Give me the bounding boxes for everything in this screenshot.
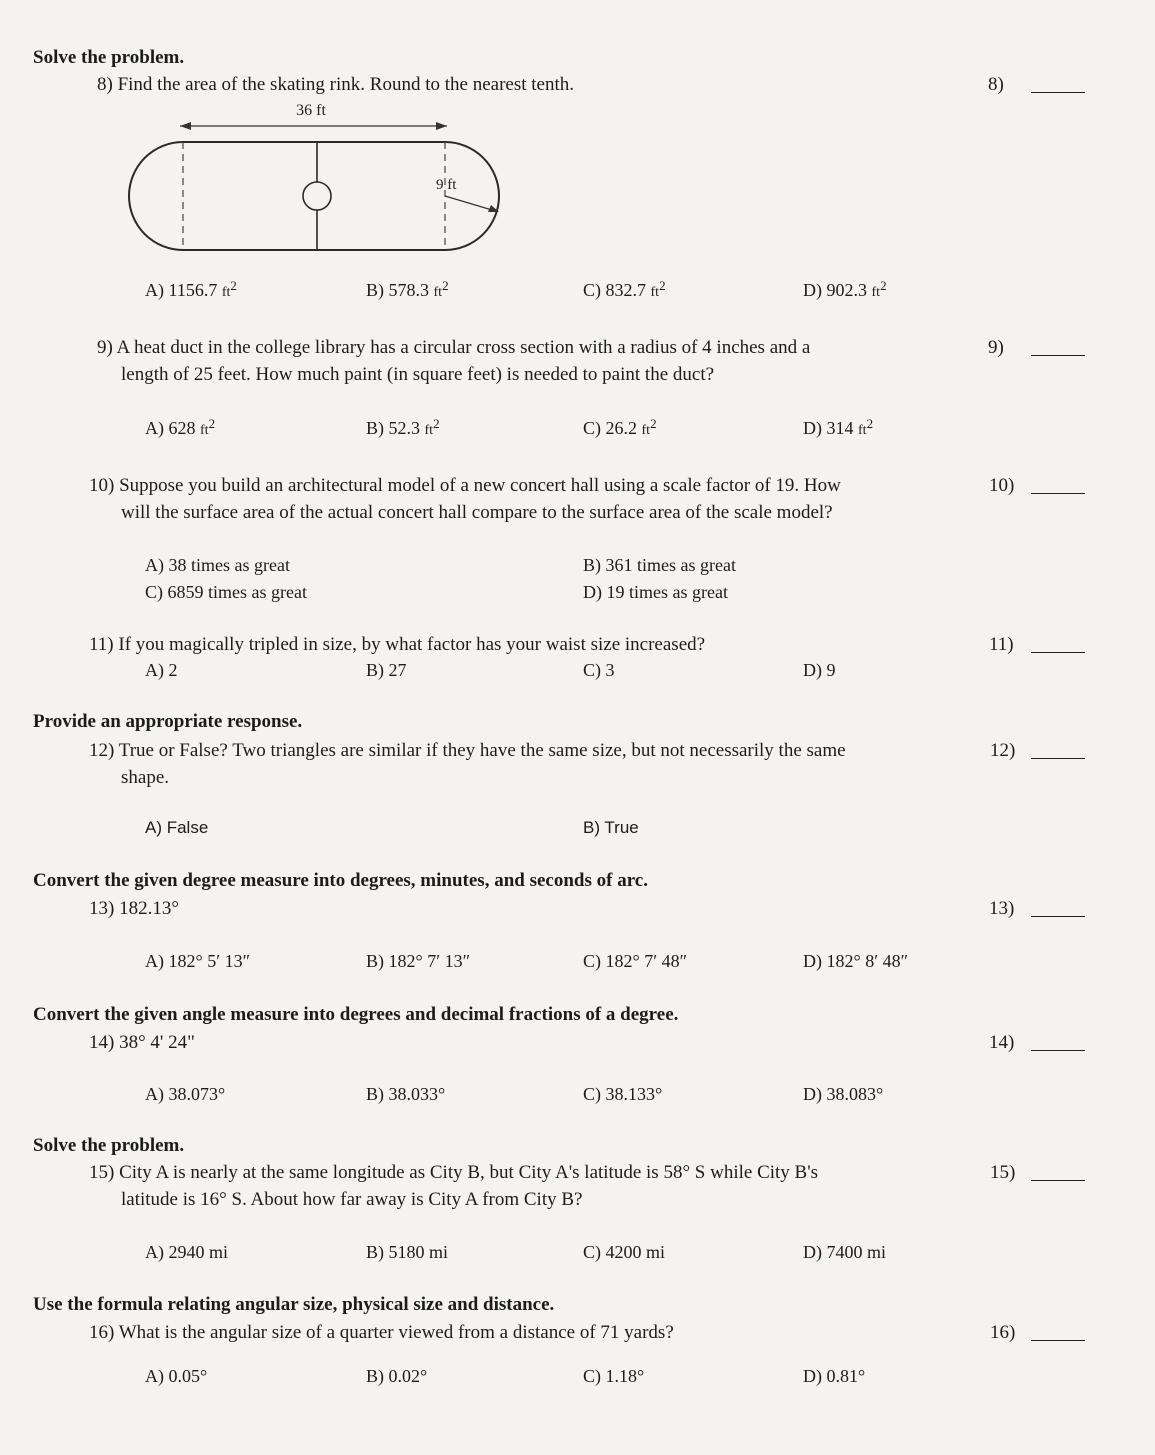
answer-blank-13[interactable] [1031, 916, 1085, 917]
question-text: True or False? Two triangles are similar if they have the same size, but not necessarily the same [118, 740, 846, 761]
question-text: City A is nearly at the same longitude as City B, but City A's latitude is 58° S while City B's [119, 1162, 819, 1183]
answer-label-14: 14) [989, 1032, 1015, 1053]
answer-label-12: 12) [990, 740, 1016, 761]
answer-blank-12[interactable] [1031, 758, 1085, 759]
question-text: Suppose you build an architectural model of a new concert hall using a scale factor of 19. How [119, 475, 841, 496]
choice-13c[interactable]: C) 182° 7′ 48″ [583, 951, 688, 971]
choice-11c[interactable]: C) 3 [583, 660, 615, 680]
question-number: 8) [97, 74, 113, 95]
choice-9c[interactable]: C) 26.2 $ft^2$ [583, 416, 657, 438]
question-text: A heat duct in the college library has a circular cross section with a radius of 4 inches and a [116, 337, 811, 358]
question-number: 13) [89, 898, 115, 919]
rink-radius-label: 9 ft [436, 177, 457, 193]
section-heading: Provide an appropriate response. [33, 711, 303, 732]
section-heading: Use the formula relating angular size, physical size and distance. [33, 1294, 555, 1315]
section-heading: Solve the problem. [33, 47, 185, 68]
question-16 [89, 1319, 674, 1346]
choice-11b[interactable]: B) 27 [366, 660, 407, 680]
question-number: 15) [89, 1162, 115, 1183]
answer-label-9: 9) [988, 337, 1004, 358]
choice-15c[interactable]: C) 4200 mi [583, 1242, 666, 1262]
answer-blank-11[interactable] [1031, 652, 1085, 653]
choice-13b[interactable]: B) 182° 7′ 13″ [366, 951, 471, 971]
question-number: 10) [89, 475, 115, 496]
question-text-line2: latitude is 16° S. About how far away is City A from City B? [121, 1189, 583, 1210]
answer-blank-14[interactable] [1031, 1050, 1085, 1051]
question-number: 14) [89, 1032, 115, 1053]
choice-15a[interactable]: A) 2940 mi [145, 1242, 228, 1262]
choice-8d[interactable]: D) 902.3 $ft^2$ [803, 278, 887, 300]
center-circle [303, 182, 331, 210]
choice-14d[interactable]: D) 38.083° [803, 1084, 884, 1104]
question-14 [89, 1029, 195, 1056]
rink-length-label: 36 ft [296, 102, 326, 119]
question-text-line2: will the surface area of the actual concert hall compare to the surface area of the scale model? [121, 502, 833, 523]
question-number: 12) [89, 740, 115, 761]
choice-12a[interactable]: A) False [145, 818, 209, 837]
choice-10c[interactable]: C) 6859 times as great [145, 582, 307, 602]
answer-label-11: 11) [989, 634, 1014, 655]
answer-label-10: 10) [989, 475, 1015, 496]
answer-blank-9[interactable] [1031, 355, 1085, 356]
right-arrowhead [436, 122, 447, 130]
left-arrowhead [180, 122, 191, 130]
question-text-line2: length of 25 feet. How much paint (in square feet) is needed to paint the duct? [121, 364, 715, 385]
choice-10b[interactable]: B) 361 times as great [583, 555, 736, 575]
answer-label-8: 8) [988, 74, 1004, 95]
choice-15d[interactable]: D) 7400 mi [803, 1242, 886, 1262]
question-number: 16) [89, 1322, 115, 1343]
answer-label-15: 15) [990, 1162, 1016, 1183]
section-heading: Convert the given degree measure into degrees, minutes, and seconds of arc. [33, 870, 648, 891]
choice-8a[interactable]: A) 1156.7 $ft^2$ [145, 278, 237, 300]
choice-16d[interactable]: D) 0.81° [803, 1366, 866, 1386]
question-text: 38° 4' 24" [119, 1032, 195, 1053]
choice-10a[interactable]: A) 38 times as great [145, 555, 290, 575]
answer-label-13: 13) [989, 898, 1015, 919]
question-text-line2: shape. [121, 767, 170, 788]
choice-11d[interactable]: D) 9 [803, 660, 836, 680]
skating-rink-figure [120, 96, 520, 256]
radius-line [445, 196, 492, 210]
choice-8b[interactable]: B) 578.3 $ft^2$ [366, 278, 449, 300]
question-text: Find the area of the skating rink. Round to the nearest tenth. [117, 74, 574, 95]
answer-label-16: 16) [990, 1322, 1016, 1343]
question-9 [97, 334, 810, 361]
answer-blank-16[interactable] [1031, 1340, 1085, 1341]
question-8 [97, 71, 574, 98]
question-text: 182.13° [119, 898, 179, 919]
choice-8c[interactable]: C) 832.7 $ft^2$ [583, 278, 666, 300]
choice-9a[interactable]: A) 628 $ft^2$ [145, 416, 216, 438]
answer-blank-8[interactable] [1031, 92, 1085, 93]
choice-16b[interactable]: B) 0.02° [366, 1366, 428, 1386]
section-heading: Convert the given angle measure into degrees and decimal fractions of a degree. [33, 1004, 679, 1025]
choice-9d[interactable]: D) 314 $ft^2$ [803, 416, 874, 438]
answer-blank-10[interactable] [1031, 493, 1085, 494]
section-heading: Solve the problem. [33, 1135, 185, 1156]
question-13 [89, 895, 179, 922]
choice-13a[interactable]: A) 182° 5′ 13″ [145, 951, 251, 971]
answer-blank-15[interactable] [1031, 1180, 1085, 1181]
choice-12b[interactable]: B) True [583, 818, 639, 837]
choice-11a[interactable]: A) 2 [145, 660, 178, 680]
question-text: If you magically tripled in size, by what factor has your waist size increased? [118, 634, 706, 655]
choice-10d[interactable]: D) 19 times as great [583, 582, 728, 602]
choice-14a[interactable]: A) 38.073° [145, 1084, 226, 1104]
choice-14b[interactable]: B) 38.033° [366, 1084, 446, 1104]
question-number: 11) [89, 634, 114, 655]
choice-13d[interactable]: D) 182° 8′ 48″ [803, 951, 909, 971]
question-text: What is the angular size of a quarter viewed from a distance of 71 yards? [118, 1322, 674, 1343]
choice-15b[interactable]: B) 5180 mi [366, 1242, 449, 1262]
rink-outline [129, 142, 499, 250]
question-number: 9) [97, 337, 113, 358]
question-11 [89, 631, 705, 658]
question-12 [89, 737, 846, 764]
question-10 [89, 472, 841, 499]
choice-16c[interactable]: C) 1.18° [583, 1366, 645, 1386]
choice-16a[interactable]: A) 0.05° [145, 1366, 208, 1386]
choice-9b[interactable]: B) 52.3 $ft^2$ [366, 416, 440, 438]
question-15 [89, 1159, 818, 1186]
choice-14c[interactable]: C) 38.133° [583, 1084, 663, 1104]
